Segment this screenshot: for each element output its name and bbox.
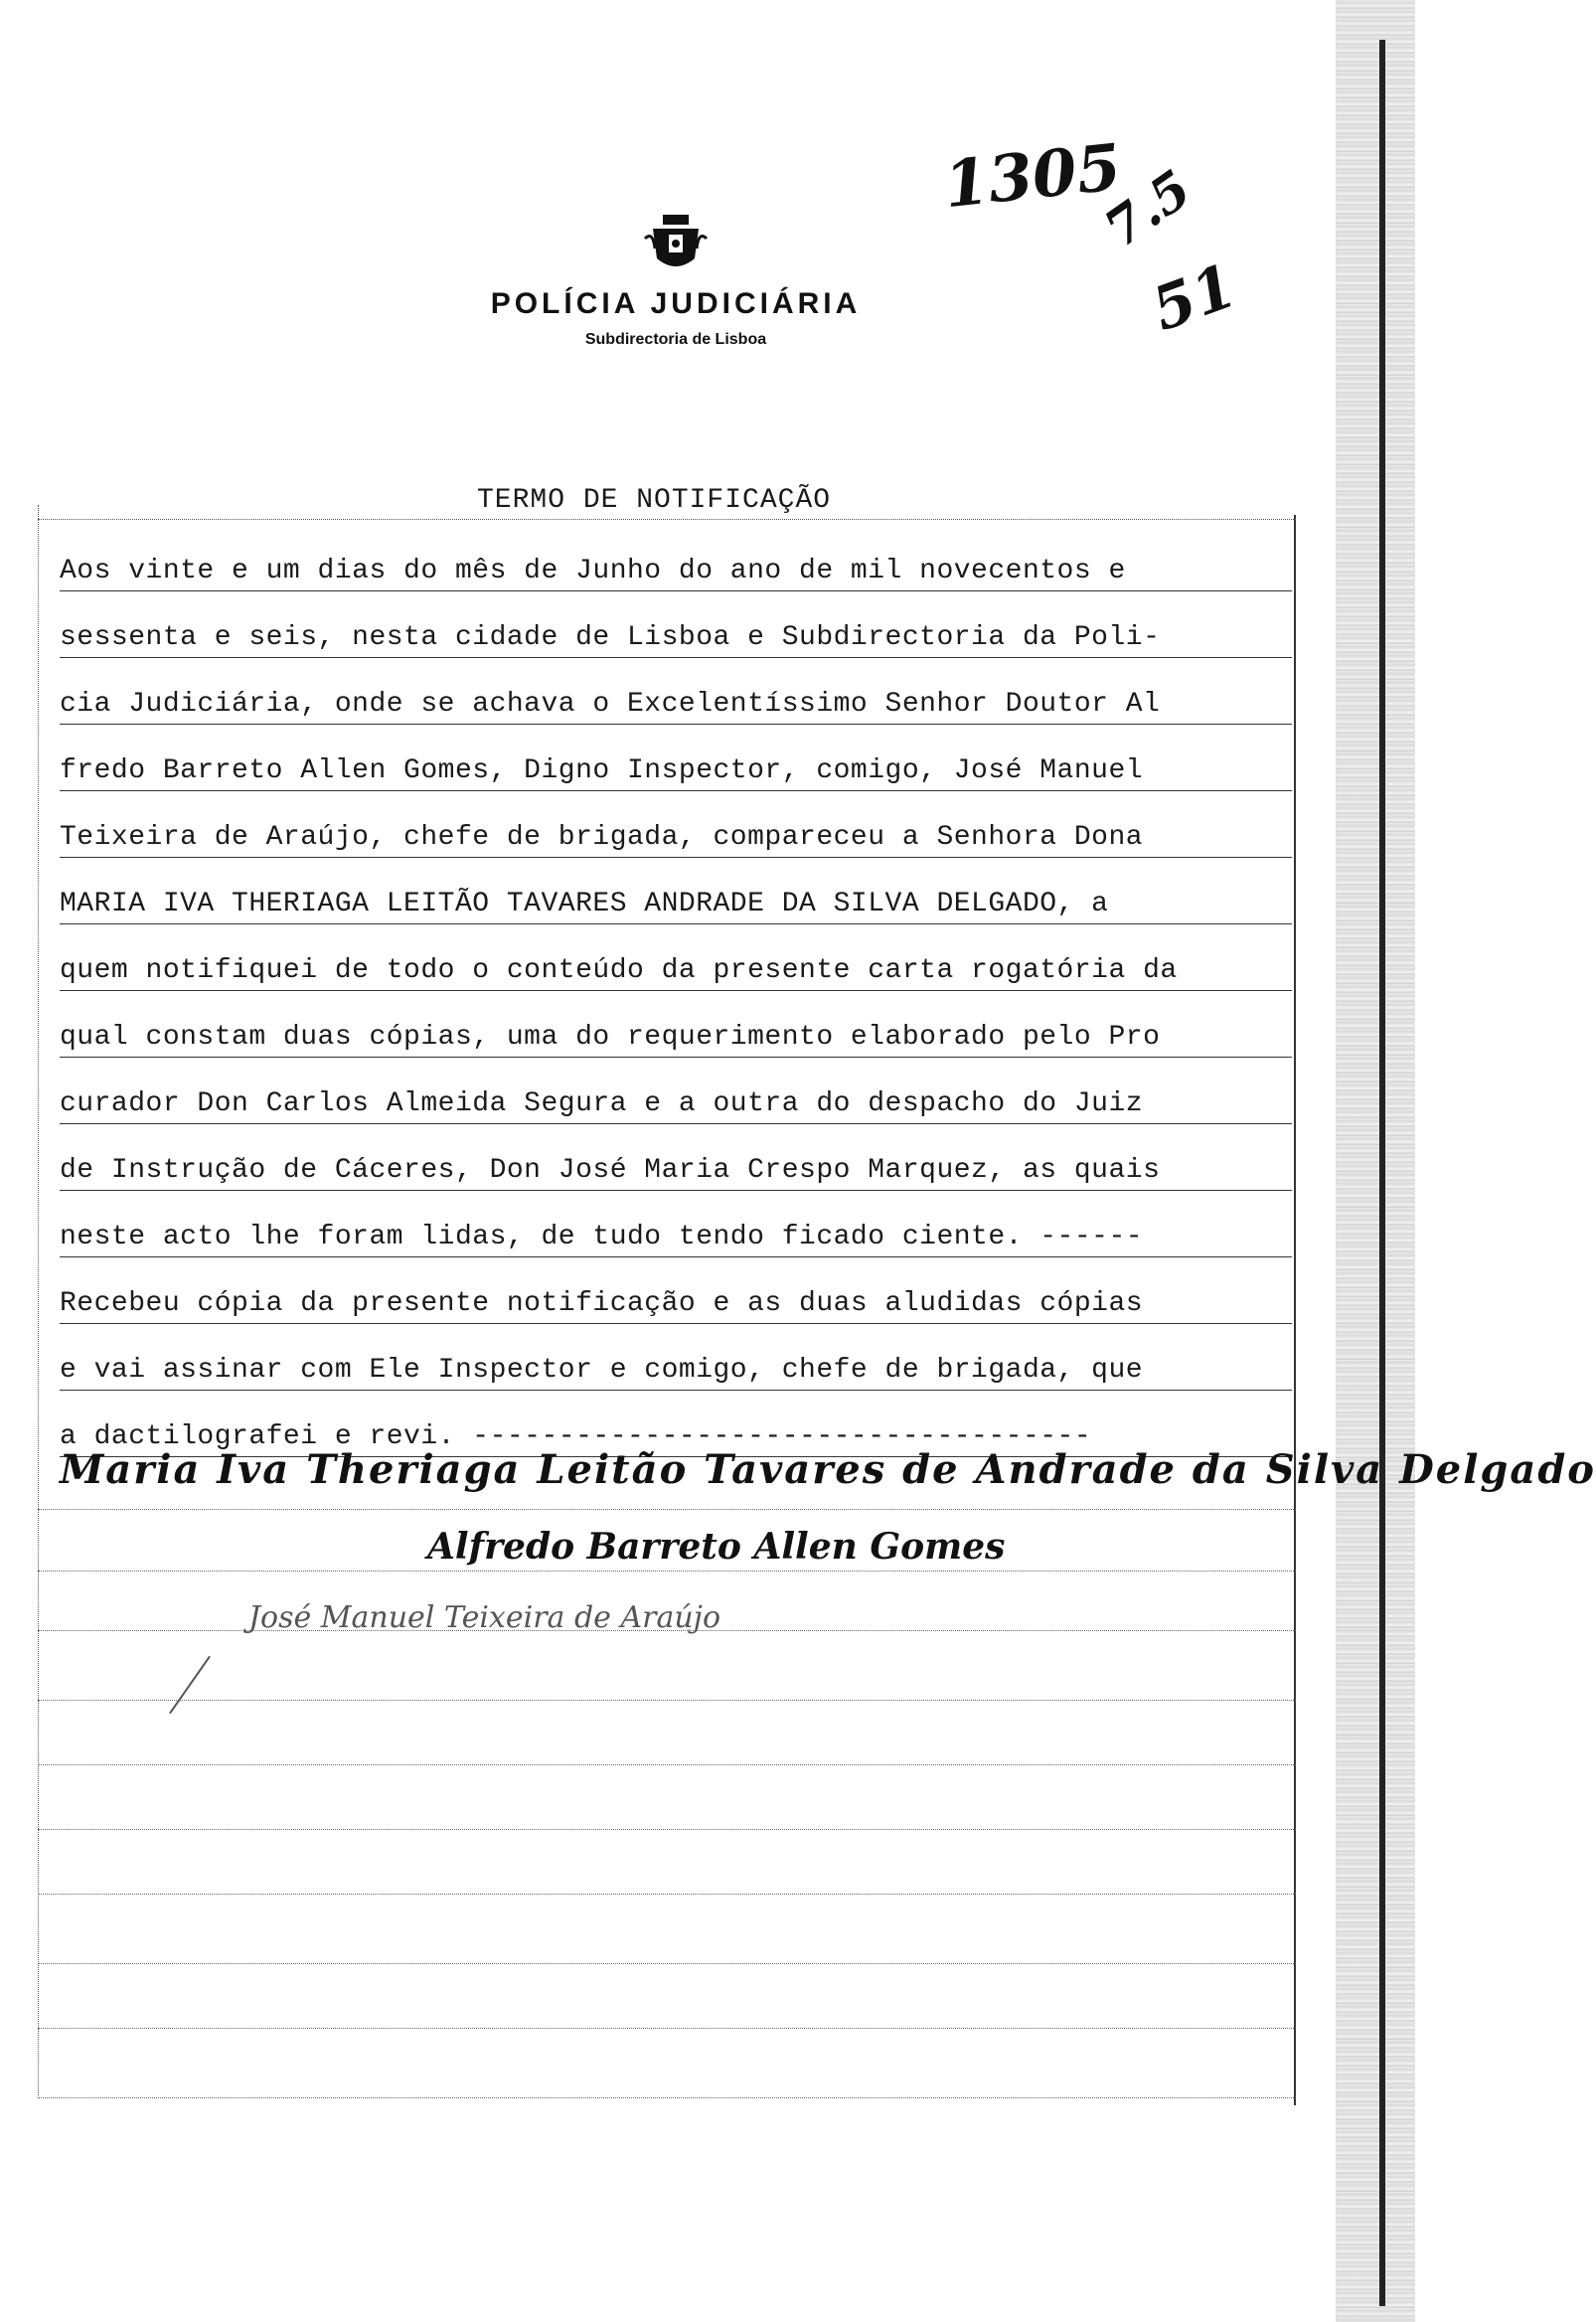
- document-line: [60, 660, 1292, 725]
- ruled-line: [38, 1700, 1296, 1701]
- page-edge-line: [1379, 40, 1385, 2306]
- document-line-text: cia Judiciária, onde se achava o Excelentíssimo Senhor Doutor Al: [60, 689, 1161, 720]
- document-line: [60, 1126, 1292, 1191]
- ruled-line: [38, 1571, 1296, 1572]
- organization-subtitle: Subdirectoria de Lisboa: [584, 331, 767, 348]
- document-line-text: qual constam duas cópias, uma do requerimento elaborado pelo Pro: [60, 1022, 1161, 1053]
- title-rule: [38, 519, 1296, 520]
- signature-inspector: Alfredo Barreto Allen Gomes: [427, 1526, 1006, 1568]
- ruled-line: [38, 2028, 1296, 2029]
- document-line-text: MARIA IVA THERIAGA LEITÃO TAVARES ANDRADE DA SILVA DELGADO, a: [60, 889, 1109, 919]
- document-line-text: quem notifiquei de todo o conteúdo da presente carta rogatória da: [60, 955, 1178, 986]
- signature-stroke: [169, 1656, 211, 1714]
- document-line-text: curador Don Carlos Almeida Segura e a outra do despacho do Juiz: [60, 1088, 1144, 1119]
- signature-notified-person: Maria Iva Theriaga Leitão Tavares de Andrade da Silva Delgado: [60, 1446, 1596, 1493]
- letterhead: [437, 209, 914, 349]
- document-line-text: sessenta e seis, nesta cidade de Lisboa e Subdirectoria da Poli-: [60, 622, 1161, 653]
- document-line: [60, 1060, 1292, 1124]
- page-edge-shadow: [1336, 0, 1415, 2322]
- document-line: [60, 860, 1292, 924]
- frame-right-border: [1294, 515, 1296, 2105]
- document-line-text: Aos vinte e um dias do mês de Junho do ano de mil novecentos e: [60, 556, 1126, 586]
- document-line: [60, 1259, 1292, 1324]
- document-line: [60, 926, 1292, 991]
- document-line: [60, 993, 1292, 1058]
- document-line: [60, 593, 1292, 658]
- organization-name: POLÍCIA JUDICIÁRIA: [490, 287, 862, 320]
- ruled-line: [38, 1894, 1296, 1895]
- document-line-text: Recebeu cópia da presente notificação e as duas aludidas cópias: [60, 1288, 1144, 1319]
- document-title: TERMO DE NOTIFICAÇÃO: [477, 485, 832, 516]
- ruled-line: [38, 1509, 1296, 1510]
- document-line-text: de Instrução de Cáceres, Don José Maria Crespo Marquez, as quais: [60, 1155, 1161, 1186]
- document-line-text: neste acto lhe foram lidas, de tudo tendo ficado ciente. ------: [60, 1222, 1144, 1252]
- handwritten-number: 1305: [940, 129, 1125, 224]
- document-line: [60, 793, 1292, 858]
- handwritten-mark: 51: [1143, 250, 1245, 346]
- coat-of-arms-icon: [641, 209, 711, 278]
- ruled-line: [38, 1829, 1296, 1830]
- document-line: [60, 1326, 1292, 1391]
- frame-left-border: [38, 505, 40, 2095]
- document-line-text: Teixeira de Araújo, chefe de brigada, compareceu a Senhora Dona: [60, 822, 1144, 853]
- ruled-line: [38, 1630, 1296, 1631]
- document-line: [60, 527, 1292, 591]
- document-line-text: fredo Barreto Allen Gomes, Digno Inspector, comigo, José Manuel: [60, 755, 1144, 786]
- ruled-line: [38, 1764, 1296, 1765]
- signature-brigade-chief: José Manuel Teixeira de Araújo: [248, 1600, 721, 1635]
- document-line-text: e vai assinar com Ele Inspector e comigo, chefe de brigada, que: [60, 1355, 1144, 1386]
- document-line: [60, 727, 1292, 791]
- document-line-text: a dactilografei e revi. ------------------------------------: [60, 1421, 1092, 1452]
- document-line: [60, 1193, 1292, 1257]
- ruled-line: [38, 2097, 1296, 2098]
- handwritten-mark: 7.5: [1093, 158, 1202, 260]
- ruled-line: [38, 1963, 1296, 1964]
